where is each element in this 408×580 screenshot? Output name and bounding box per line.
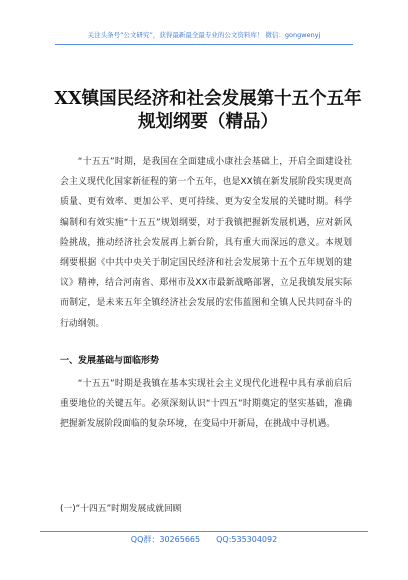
footer-contact <box>0 535 408 545</box>
header-promo-note: 关注头条号“公文研究”，获得最新最全最专业的公文资料库！ 微信：gongwenyj <box>87 31 321 39</box>
footer-divider <box>40 531 368 532</box>
intro-paragraph: “十五五”时期，是我国在全面建成小康社会基础上，开启全面建设社会主义现代化国家新征程的第一个五年，也是XX镇在新发展阶段实现更高质量、更有效率、更加公平、更可持续、更为安全发展的关键时期。科学编制和有效实施“十五五”规划纲要，对于我镇把握新发展机遇，应对新风险挑战，推动经济社会发展再上新台阶，具有重大而深远的意义。本规划纲要根据《中共中央关于制定国民经济和社会发展第十五个五年规划的建议》精神，结合河南省、郑州市及XX市最新战略部署，立足我镇发展实际而制定，是未来五年全镇经济社会发展的宏伟蓝图和全镇人民共同奋斗的行动纲领。 <box>60 157 352 329</box>
section-paragraph: “十五五”时期是我镇在基本实现社会主义现代化进程中具有承前启后重要地位的关键五年。必须深刻认识“十四五”时期奠定的坚实基础，准确把握新发展阶段面临的复杂环境，在变局中开新局，在挑战中寻机遇。 <box>60 379 352 430</box>
footer-qq: QQ:535304092 <box>216 535 278 544</box>
section-heading: 一、发展基础与面临形势 <box>60 356 160 366</box>
document-title: XX镇国民经济和社会发展第十五个五年规划纲要（精品） <box>54 89 362 132</box>
header-divider <box>55 44 353 45</box>
footer-qq-group: QQ群：30265665 <box>130 535 201 544</box>
subsection-heading: (一)“十四五”时期发展成就回顾 <box>60 504 182 514</box>
